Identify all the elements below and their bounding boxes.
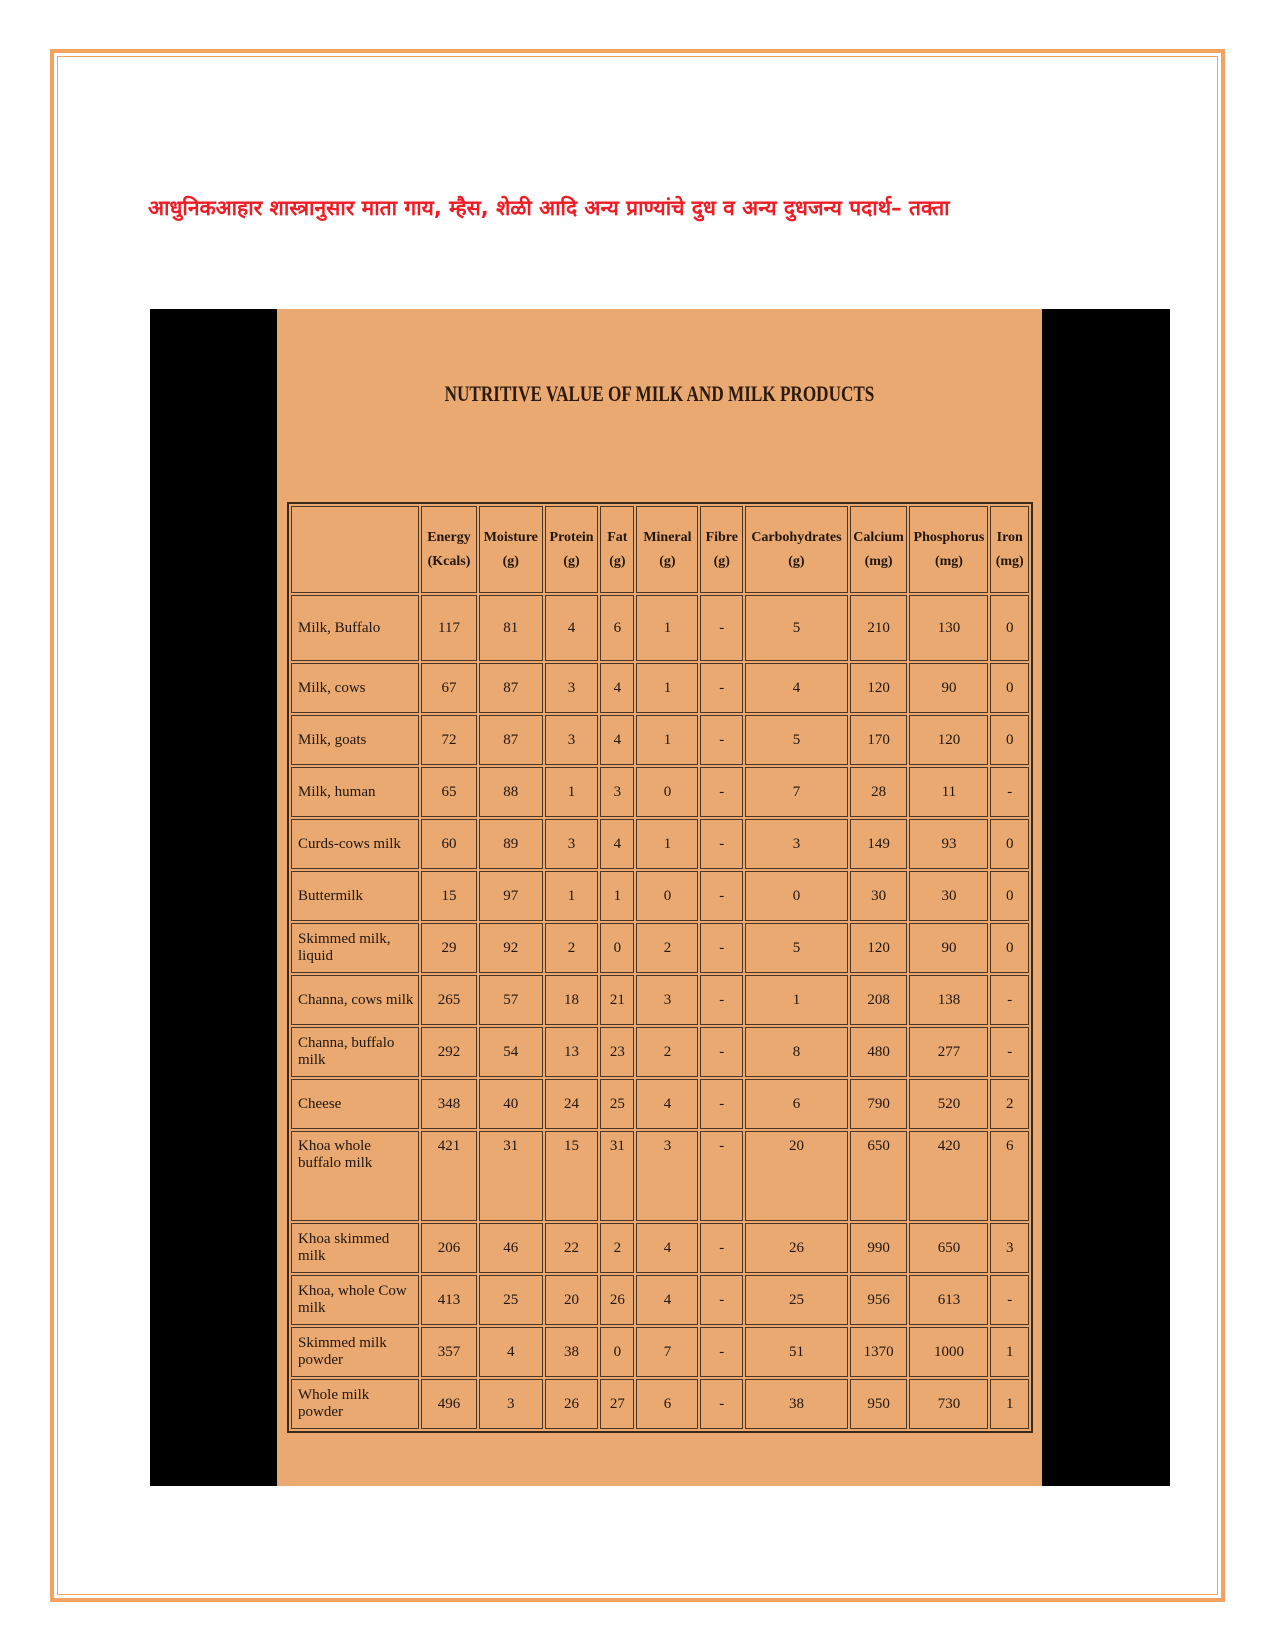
table-cell: 138	[909, 975, 988, 1025]
table-cell: 3	[636, 1131, 698, 1221]
table-cell: 210	[850, 595, 908, 661]
table-cell: 2	[636, 1027, 698, 1077]
column-header-unit: (mg)	[864, 553, 893, 569]
table-cell: 6	[636, 1379, 698, 1429]
table-panel	[277, 309, 1042, 1486]
table-cell: 4	[745, 663, 848, 713]
table-row	[291, 1327, 1029, 1377]
table-cell: 6	[600, 595, 634, 661]
row-label: Channa, cows milk	[291, 975, 419, 1025]
column-header-name: Fibre	[705, 529, 738, 545]
table-cell: 25	[600, 1079, 634, 1129]
table-row	[291, 715, 1029, 765]
table-cell: 26	[600, 1275, 634, 1325]
table-cell: 6	[990, 1131, 1029, 1221]
table-cell: 15	[545, 1131, 598, 1221]
row-label: Milk, human	[291, 767, 419, 817]
row-label: Khoa whole buffalo milk	[291, 1131, 419, 1221]
table-cell: 26	[745, 1223, 848, 1273]
table-cell: -	[700, 1275, 743, 1325]
table-cell: 20	[745, 1131, 848, 1221]
table-cell: 421	[421, 1131, 477, 1221]
table-cell: 5	[745, 923, 848, 973]
table-cell: 790	[850, 1079, 908, 1129]
table-cell: 92	[479, 923, 543, 973]
table-cell: 46	[479, 1223, 543, 1273]
column-header-name: Phosphorus	[913, 529, 985, 545]
header-corner-cell	[291, 506, 419, 593]
table-cell: 0	[990, 819, 1029, 869]
row-label: Skimmed milk, liquid	[291, 923, 419, 973]
column-header-name: Carbohydrates	[751, 529, 842, 545]
table-cell: 13	[545, 1027, 598, 1077]
table-cell: 38	[745, 1379, 848, 1429]
table-cell: 120	[850, 663, 908, 713]
table-cell: 3	[600, 767, 634, 817]
table-header-row	[291, 506, 1029, 593]
table-cell: 72	[421, 715, 477, 765]
table-cell: 0	[745, 871, 848, 921]
column-header	[479, 506, 543, 593]
table-cell: 7	[745, 767, 848, 817]
row-label: Whole milk powder	[291, 1379, 419, 1429]
column-header-unit: (g)	[713, 553, 730, 569]
table-cell: -	[700, 663, 743, 713]
table-cell: 0	[600, 923, 634, 973]
table-cell: 1000	[909, 1327, 988, 1377]
table-cell: 208	[850, 975, 908, 1025]
table-cell: 650	[850, 1131, 908, 1221]
table-cell: 1370	[850, 1327, 908, 1377]
column-header-name: Moisture	[483, 529, 538, 545]
table-cell: 18	[545, 975, 598, 1025]
table-cell: 1	[545, 871, 598, 921]
table-cell: 1	[636, 819, 698, 869]
table-cell: 2	[990, 1079, 1029, 1129]
table-cell: -	[700, 715, 743, 765]
table-cell: -	[700, 1379, 743, 1429]
table-cell: 65	[421, 767, 477, 817]
table-cell: 120	[850, 923, 908, 973]
column-header	[909, 506, 988, 593]
table-cell: 520	[909, 1079, 988, 1129]
table-cell: -	[990, 975, 1029, 1025]
table-cell: 31	[600, 1131, 634, 1221]
table-row	[291, 767, 1029, 817]
row-label: Curds-cows milk	[291, 819, 419, 869]
table-cell: 4	[479, 1327, 543, 1377]
column-header-unit: (g)	[563, 553, 580, 569]
column-header	[636, 506, 698, 593]
table-cell: 27	[600, 1379, 634, 1429]
table-cell: 1	[545, 767, 598, 817]
table-cell: 51	[745, 1327, 848, 1377]
column-header	[421, 506, 477, 593]
table-cell: 4	[636, 1079, 698, 1129]
table-cell: 170	[850, 715, 908, 765]
table-cell: 2	[600, 1223, 634, 1273]
table-cell: -	[700, 1079, 743, 1129]
table-row	[291, 595, 1029, 661]
table-cell: 292	[421, 1027, 477, 1077]
table-cell: 26	[545, 1379, 598, 1429]
table-cell: 89	[479, 819, 543, 869]
table-cell: 4	[600, 819, 634, 869]
table-cell: 3	[479, 1379, 543, 1429]
table-cell: 23	[600, 1027, 634, 1077]
table-row	[291, 819, 1029, 869]
table-cell: 265	[421, 975, 477, 1025]
column-header-unit: (g)	[609, 553, 626, 569]
column-header	[545, 506, 598, 593]
table-cell: 990	[850, 1223, 908, 1273]
table-cell: 87	[479, 663, 543, 713]
row-label: Khoa skimmed milk	[291, 1223, 419, 1273]
table-cell: 1	[990, 1327, 1029, 1377]
table-row	[291, 1223, 1029, 1273]
table-cell: 15	[421, 871, 477, 921]
table-cell: -	[700, 1327, 743, 1377]
table-cell: -	[700, 595, 743, 661]
table-cell: 2	[636, 923, 698, 973]
table-cell: 120	[909, 715, 988, 765]
column-header-unit: (g)	[502, 553, 519, 569]
table-cell: 54	[479, 1027, 543, 1077]
table-cell: 28	[850, 767, 908, 817]
table-cell: 0	[636, 767, 698, 817]
table-row	[291, 975, 1029, 1025]
table-cell: -	[700, 1131, 743, 1221]
table-cell: 29	[421, 923, 477, 973]
column-header	[850, 506, 908, 593]
table-cell: 0	[600, 1327, 634, 1377]
table-row	[291, 663, 1029, 713]
table-cell: -	[990, 1275, 1029, 1325]
column-header	[600, 506, 634, 593]
table-cell: 0	[636, 871, 698, 921]
table-cell: -	[700, 1223, 743, 1273]
column-header	[745, 506, 848, 593]
column-header-unit: (g)	[659, 553, 676, 569]
table-row	[291, 923, 1029, 973]
column-header-unit: (mg)	[995, 553, 1024, 569]
table-cell: 4	[600, 663, 634, 713]
table-cell: 3	[545, 715, 598, 765]
table-row	[291, 1027, 1029, 1077]
table-row	[291, 871, 1029, 921]
column-header-name: Mineral	[643, 529, 692, 545]
table-cell: 357	[421, 1327, 477, 1377]
table-row	[291, 1079, 1029, 1129]
row-label: Cheese	[291, 1079, 419, 1129]
table-cell: 206	[421, 1223, 477, 1273]
table-cell: 650	[909, 1223, 988, 1273]
table-cell: 496	[421, 1379, 477, 1429]
column-header-unit: (g)	[788, 553, 805, 569]
table-cell: 277	[909, 1027, 988, 1077]
column-header-name: Protein	[549, 529, 594, 545]
table-cell: 1	[600, 871, 634, 921]
table-cell: 88	[479, 767, 543, 817]
table-cell: 2	[545, 923, 598, 973]
column-header-unit: (Kcals)	[427, 553, 471, 569]
table-cell: 5	[745, 715, 848, 765]
table-cell: 31	[479, 1131, 543, 1221]
table-cell: 0	[990, 923, 1029, 973]
table-cell: 40	[479, 1079, 543, 1129]
table-cell: 7	[636, 1327, 698, 1377]
table-cell: 93	[909, 819, 988, 869]
table-cell: 90	[909, 923, 988, 973]
table-cell: 0	[990, 871, 1029, 921]
table-row	[291, 1275, 1029, 1325]
table-cell: 730	[909, 1379, 988, 1429]
table-cell: -	[700, 871, 743, 921]
table-cell: 21	[600, 975, 634, 1025]
table-cell: 149	[850, 819, 908, 869]
table-row	[291, 1379, 1029, 1429]
table-cell: 1	[636, 663, 698, 713]
table-cell: 130	[909, 595, 988, 661]
table-cell: 1	[990, 1379, 1029, 1429]
table-cell: 1	[745, 975, 848, 1025]
table-cell: 4	[636, 1223, 698, 1273]
table-cell: 3	[745, 819, 848, 869]
table-cell: 348	[421, 1079, 477, 1129]
table-cell: 4	[600, 715, 634, 765]
table-cell: -	[990, 767, 1029, 817]
table-cell: 87	[479, 715, 543, 765]
table-row	[291, 1131, 1029, 1221]
table-cell: 24	[545, 1079, 598, 1129]
nutrition-table-image	[150, 309, 1170, 1486]
column-header-unit: (mg)	[934, 553, 963, 569]
table-cell: 4	[636, 1275, 698, 1325]
table-cell: 413	[421, 1275, 477, 1325]
table-cell: 480	[850, 1027, 908, 1077]
table-cell: 25	[479, 1275, 543, 1325]
table-cell: 11	[909, 767, 988, 817]
table-cell: 6	[745, 1079, 848, 1129]
table-cell: 5	[745, 595, 848, 661]
table-cell: 0	[990, 715, 1029, 765]
table-cell: 956	[850, 1275, 908, 1325]
table-cell: -	[700, 975, 743, 1025]
table-cell: 1	[636, 715, 698, 765]
table-cell: 613	[909, 1275, 988, 1325]
table-cell: 3	[545, 663, 598, 713]
table-cell: -	[700, 923, 743, 973]
table-cell: -	[700, 767, 743, 817]
table-cell: 8	[745, 1027, 848, 1077]
table-cell: 67	[421, 663, 477, 713]
table-cell: 25	[745, 1275, 848, 1325]
table-cell: -	[700, 1027, 743, 1077]
table-cell: 20	[545, 1275, 598, 1325]
row-label: Buttermilk	[291, 871, 419, 921]
nutrition-table	[287, 502, 1033, 1433]
table-cell: 57	[479, 975, 543, 1025]
table-cell: -	[990, 1027, 1029, 1077]
column-header-name: Iron	[996, 529, 1023, 545]
table-cell: 950	[850, 1379, 908, 1429]
column-header-name: Energy	[427, 529, 471, 545]
page-heading: आधुनिकआहार शास्त्रानुसार माता गाय, म्हैस, शेळी आदि अन्य प्राण्यांचे दुध व अन्य दुधजन्य पदार्थ– तक्ता	[148, 196, 950, 220]
row-label: Skimmed milk powder	[291, 1327, 419, 1377]
table-cell: 420	[909, 1131, 988, 1221]
row-label: Milk, cows	[291, 663, 419, 713]
table-cell: 60	[421, 819, 477, 869]
row-label: Channa, buffalo milk	[291, 1027, 419, 1077]
row-label: Khoa, whole Cow milk	[291, 1275, 419, 1325]
table-cell: 22	[545, 1223, 598, 1273]
table-cell: 30	[850, 871, 908, 921]
table-cell: 0	[990, 663, 1029, 713]
table-cell: 30	[909, 871, 988, 921]
table-cell: 3	[636, 975, 698, 1025]
table-cell: 90	[909, 663, 988, 713]
table-cell: 117	[421, 595, 477, 661]
table-cell: 0	[990, 595, 1029, 661]
column-header	[990, 506, 1029, 593]
table-cell: 1	[636, 595, 698, 661]
table-cell: 4	[545, 595, 598, 661]
column-header	[700, 506, 743, 593]
table-cell: 97	[479, 871, 543, 921]
table-cell: 3	[990, 1223, 1029, 1273]
table-cell: 38	[545, 1327, 598, 1377]
column-header-name: Fat	[607, 529, 628, 545]
column-header-name: Calcium	[853, 529, 904, 545]
table-cell: -	[700, 819, 743, 869]
row-label: Milk, goats	[291, 715, 419, 765]
table-title: NUTRITIVE VALUE OF MILK AND MILK PRODUCTS	[444, 381, 875, 406]
table-cell: 3	[545, 819, 598, 869]
table-cell: 81	[479, 595, 543, 661]
row-label: Milk, Buffalo	[291, 595, 419, 661]
